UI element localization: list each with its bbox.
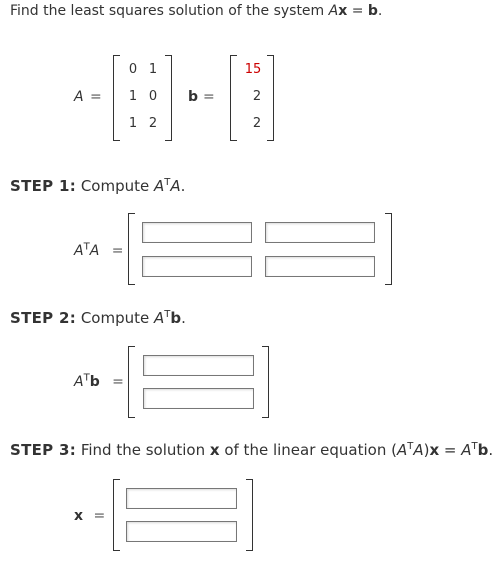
step3-lhs: [74, 508, 105, 524]
step2-lhs: [74, 374, 124, 390]
step2-label: STEP 2:: [10, 309, 77, 327]
var-x: x: [429, 441, 440, 459]
step3-text: of the linear equation (: [219, 441, 397, 459]
ata-input-r1c1[interactable]: [142, 222, 252, 243]
vector-b-cell-highlighted: 15: [244, 62, 262, 77]
vector-b-left-bracket: [230, 55, 237, 141]
problem-statement: [10, 3, 382, 19]
matrix-a-left-bracket: [113, 55, 120, 141]
var-a: A: [461, 441, 472, 459]
var-x: x: [209, 441, 220, 459]
transpose-sup: T: [83, 241, 90, 253]
transpose-sup: T: [407, 441, 414, 452]
var-a: A: [89, 243, 100, 259]
var-a: A: [328, 3, 339, 19]
matrix-a-cell: 0: [148, 89, 158, 104]
var-a: A: [153, 309, 165, 327]
ata-input-r1c2[interactable]: [265, 222, 375, 243]
var-a: A: [74, 243, 84, 259]
equals-sign: =: [111, 243, 124, 259]
matrix-a-label: A: [74, 89, 84, 105]
x-input-1[interactable]: [126, 488, 237, 509]
matrix-a-cell: 0: [128, 62, 138, 77]
matrix-a-right-bracket: [165, 55, 172, 141]
step1-left-bracket: [128, 213, 135, 285]
step3-left-bracket: [113, 479, 120, 551]
close-paren: ): [423, 441, 430, 459]
matrix-a-cell: 2: [148, 116, 158, 131]
step2-heading: [10, 309, 186, 327]
var-x: x: [74, 508, 84, 524]
var-a: A: [396, 441, 408, 459]
step1-label: STEP 1:: [10, 177, 77, 195]
step1-heading: [10, 177, 185, 195]
problem-text: Find the least squares solution of the system: [10, 3, 329, 19]
ata-input-r2c1[interactable]: [142, 256, 252, 277]
vector-b-cell: 2: [252, 116, 262, 131]
transpose-sup: T: [164, 177, 171, 188]
x-input-2[interactable]: [126, 521, 237, 542]
step3-heading: [10, 441, 493, 459]
matrix-a-cell: 1: [128, 89, 138, 104]
matrix-a-equals: =: [90, 89, 102, 105]
var-x: x: [338, 3, 348, 19]
step1-lhs: [74, 243, 123, 259]
ata-input-r2c2[interactable]: [265, 256, 375, 277]
var-a: A: [170, 177, 181, 195]
equals-sign: =: [347, 3, 368, 19]
equals-sign: =: [439, 441, 462, 459]
var-a: A: [153, 177, 165, 195]
matrix-a-cell: 1: [128, 116, 138, 131]
period: .: [180, 177, 186, 195]
vector-b-cell: 2: [252, 89, 262, 104]
period: .: [181, 309, 186, 327]
step1-text: Compute: [76, 177, 154, 195]
transpose-sup: T: [164, 309, 171, 320]
step3-text: Find the solution: [76, 441, 210, 459]
var-b: b: [367, 3, 378, 19]
var-b: b: [477, 441, 489, 459]
transpose-sup: T: [83, 372, 90, 384]
step3-label: STEP 3:: [10, 441, 77, 459]
step2-text: Compute: [76, 309, 154, 327]
vector-b-label: b: [188, 89, 199, 105]
atb-input-2[interactable]: [143, 388, 254, 409]
matrix-a-cell: 1: [148, 62, 158, 77]
step3-right-bracket: [246, 479, 253, 551]
transpose-sup: T: [471, 441, 478, 452]
period: .: [488, 441, 493, 459]
vector-b-equals: =: [203, 89, 215, 105]
var-b: b: [170, 309, 182, 327]
period: .: [377, 3, 383, 19]
equals-sign: =: [93, 508, 106, 524]
atb-input-1[interactable]: [143, 355, 254, 376]
vector-b-right-bracket: [267, 55, 274, 141]
var-b: b: [89, 374, 100, 390]
step2-left-bracket: [128, 346, 135, 418]
step1-right-bracket: [385, 213, 392, 285]
var-a: A: [74, 374, 84, 390]
equals-sign: =: [112, 374, 124, 390]
step2-right-bracket: [262, 346, 269, 418]
var-a: A: [413, 441, 424, 459]
